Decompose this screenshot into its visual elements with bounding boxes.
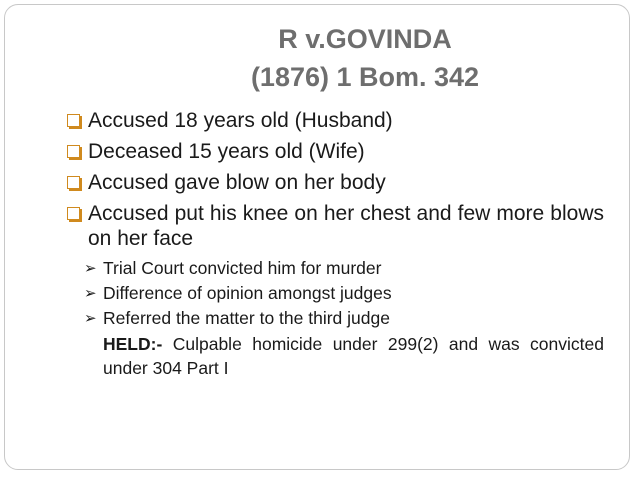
sub-bullet-item	[84, 257, 604, 280]
bullet-item	[66, 201, 604, 251]
bullet-item	[66, 170, 604, 195]
sub-bullet-item	[84, 307, 604, 330]
arrowhead-bullet-icon: ➢	[84, 284, 97, 302]
held-label: HELD:-	[103, 334, 163, 354]
bullet-text: Deceased 15 years old (Wife)	[88, 140, 365, 163]
sub-bullet-list	[66, 257, 604, 380]
arrowhead-bullet-icon: ➢	[84, 309, 97, 327]
square-bullet-icon	[67, 176, 80, 189]
sub-bullet-text: Trial Court convicted him for murder	[103, 258, 382, 278]
sub-bullet-text: Referred the matter to the third judge	[103, 308, 390, 328]
bullet-text: Accused put his knee on her chest and few more blows on her face	[88, 202, 604, 250]
case-name: R v.GOVINDA	[278, 24, 452, 54]
slide-title	[200, 20, 530, 96]
slide-content	[66, 108, 604, 380]
sub-bullet-text: Difference of opinion amongst judges	[103, 283, 392, 303]
held-statement	[84, 332, 604, 380]
square-bullet-icon	[67, 145, 80, 158]
arrowhead-bullet-icon: ➢	[84, 259, 97, 277]
bullet-item	[66, 139, 604, 164]
sub-bullet-item	[84, 282, 604, 305]
square-bullet-icon	[67, 207, 80, 220]
bullet-item	[66, 108, 604, 133]
bullet-text: Accused 18 years old (Husband)	[88, 109, 393, 132]
held-text: Culpable homicide under 299(2) and was convicted under 304 Part I	[103, 334, 604, 378]
case-citation: (1876) 1 Bom. 342	[250, 62, 480, 92]
bullet-text: Accused gave blow on her body	[88, 171, 386, 194]
square-bullet-icon	[67, 114, 80, 127]
